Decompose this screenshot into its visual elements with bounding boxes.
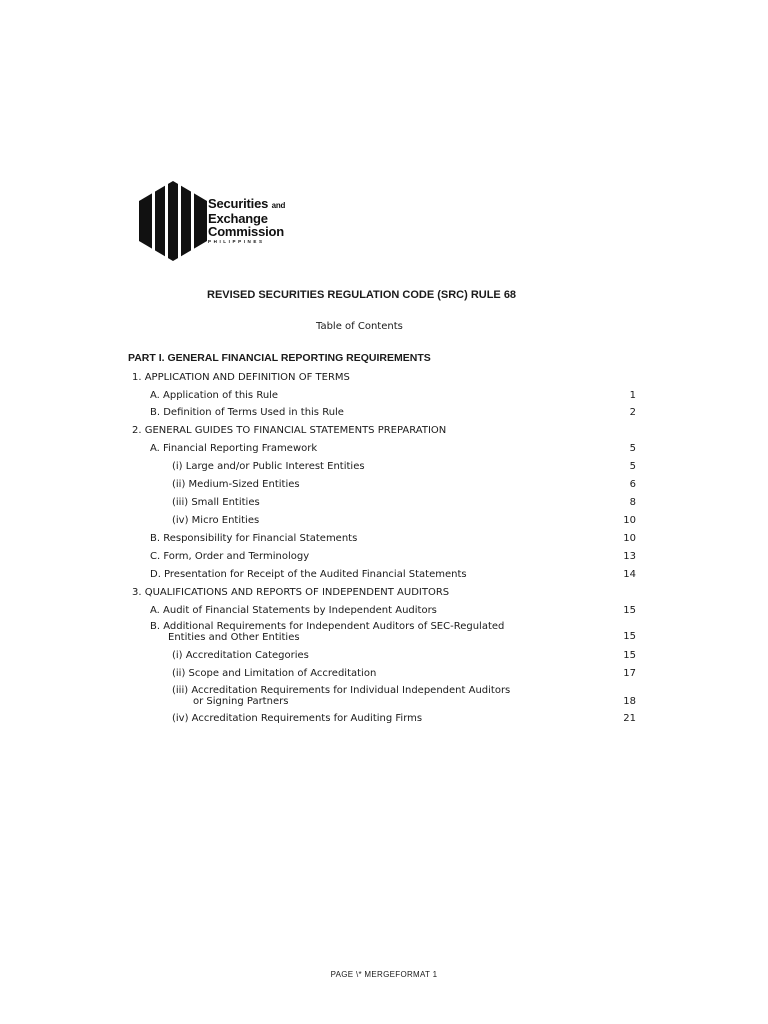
toc-page-number: 8 bbox=[629, 497, 636, 508]
toc-entry: A. Audit of Financial Statements by Independent Auditors bbox=[150, 605, 437, 616]
sec-hexagon-emblem-icon bbox=[138, 180, 208, 262]
toc-entry: (i) Accreditation Categories bbox=[172, 650, 309, 661]
logo-line-philippines: PHILIPPINES bbox=[208, 239, 265, 244]
toc-entry: (i) Large and/or Public Interest Entities bbox=[172, 461, 365, 472]
toc-entry: (iv) Micro Entities bbox=[172, 515, 260, 526]
toc-entry: A. Application of this Rule bbox=[150, 390, 279, 401]
toc-entry: 3. QUALIFICATIONS AND REPORTS OF INDEPENDENT AUDITORS bbox=[132, 587, 450, 598]
sec-logo bbox=[138, 180, 328, 262]
toc-page-number: 2 bbox=[629, 407, 636, 418]
toc-entry: (iii) Accreditation Requirements for Individual Independent Auditors bbox=[172, 685, 511, 696]
toc-entry: A. Financial Reporting Framework bbox=[150, 443, 318, 454]
document-title: REVISED SECURITIES REGULATION CODE (SRC) RULE 68 bbox=[207, 289, 517, 301]
toc-entry-continued: Entities and Other Entities bbox=[168, 632, 300, 643]
toc-page-number: 15 bbox=[623, 650, 636, 661]
page-footer: PAGE \* MERGEFORMAT 1 bbox=[330, 970, 438, 979]
toc-entry: (ii) Scope and Limitation of Accreditation bbox=[172, 668, 377, 679]
toc-entry: (ii) Medium-Sized Entities bbox=[172, 479, 300, 490]
logo-line-securities: Securities bbox=[208, 196, 269, 211]
toc-entry: (iv) Accreditation Requirements for Auditing Firms bbox=[172, 713, 423, 724]
toc-entry: C. Form, Order and Terminology bbox=[150, 551, 310, 562]
toc-entry: (iii) Small Entities bbox=[172, 497, 260, 508]
toc-page-number: 5 bbox=[629, 443, 636, 454]
toc-entry: B. Definition of Terms Used in this Rule bbox=[150, 407, 344, 418]
logo-line-and: and bbox=[271, 201, 286, 210]
toc-page-number: 17 bbox=[623, 668, 636, 679]
toc-entry: D. Presentation for Receipt of the Audited Financial Statements bbox=[150, 569, 467, 580]
toc-page-number: 18 bbox=[623, 696, 636, 707]
toc-page-number: 10 bbox=[623, 533, 636, 544]
toc-entry: 2. GENERAL GUIDES TO FINANCIAL STATEMENTS PREPARATION bbox=[132, 425, 447, 436]
toc-page-number: 21 bbox=[623, 713, 636, 724]
toc-entry: B. Additional Requirements for Independent Auditors of SEC-Regulated bbox=[150, 621, 505, 632]
toc-page-number: 15 bbox=[623, 605, 636, 616]
toc-page-number: 5 bbox=[629, 461, 636, 472]
logo-line-commission: Commission bbox=[208, 224, 285, 239]
toc-page-number: 14 bbox=[623, 569, 636, 580]
toc-page-number: 15 bbox=[623, 631, 636, 642]
toc-page-number: 13 bbox=[623, 551, 636, 562]
sec-logo-text bbox=[208, 197, 285, 244]
toc-entry: 1. APPLICATION AND DEFINITION OF TERMS bbox=[132, 372, 350, 383]
toc-page-number: 1 bbox=[629, 390, 636, 401]
toc-page-number: 10 bbox=[623, 515, 636, 526]
toc-page-number: 6 bbox=[629, 479, 636, 490]
toc-heading: Table of Contents bbox=[316, 321, 403, 332]
part-heading: PART I. GENERAL FINANCIAL REPORTING REQUIREMENTS bbox=[128, 352, 431, 364]
logo-line-exchange: Exchange bbox=[208, 211, 268, 226]
toc-entry-continued: or Signing Partners bbox=[193, 696, 289, 707]
toc-entry: B. Responsibility for Financial Statements bbox=[150, 533, 358, 544]
